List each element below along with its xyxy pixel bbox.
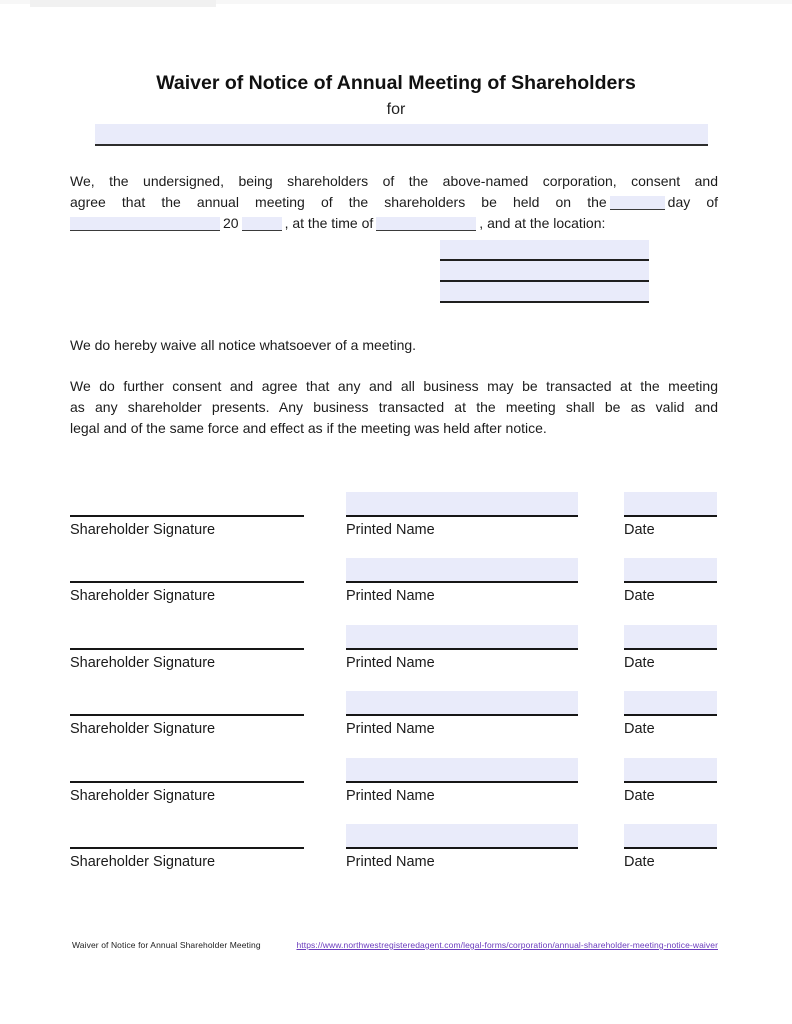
printed-name-field[interactable]: [346, 824, 578, 849]
signature-cell: [70, 492, 304, 538]
signature-label: Shareholder Signature: [70, 787, 216, 804]
printed-name-field[interactable]: [346, 558, 578, 583]
location-field-1[interactable]: [440, 240, 649, 261]
date-field[interactable]: [624, 492, 717, 517]
location-field-2[interactable]: [440, 261, 649, 282]
location-field-3[interactable]: [440, 282, 649, 303]
signature-label: Shareholder Signature: [70, 853, 216, 870]
footer-document-name: Waiver of Notice for Annual Shareholder Meeting: [72, 940, 261, 950]
consent-text: We, the undersigned, being shareholders of the above-named corporation, consent and: [70, 173, 718, 189]
signature-line: [70, 625, 304, 650]
waiver-statement: We do hereby waive all notice whatsoever of a meeting.: [70, 337, 417, 353]
day-field[interactable]: [610, 196, 665, 210]
signature-label: Shareholder Signature: [70, 522, 216, 538]
further-consent-line-1: We do further consent and agree that any and all business may be transacted at the meeting: [70, 378, 718, 394]
consent-text: , and at the location:: [479, 215, 606, 231]
further-consent-line-3: legal and of the same force and effect as if the meeting was held after notice.: [70, 420, 547, 436]
printed-name-label: Printed Name: [346, 522, 435, 538]
signature-row: [70, 758, 718, 803]
document-subtitle: for: [386, 101, 406, 118]
printed-name-field[interactable]: [346, 691, 578, 716]
signature-label: Shareholder Signature: [70, 588, 216, 605]
printed-name-field[interactable]: [346, 625, 578, 650]
date-cell: [624, 758, 717, 804]
signature-line: [70, 691, 304, 716]
consent-paragraph-line-3: [70, 213, 718, 234]
window-edge-artifact: [30, 0, 216, 7]
signature-row: [70, 691, 718, 736]
footer-source-link[interactable]: https://www.northwestregisteredagent.com/legal-forms/corporation/annual-shareholder-meeting-notice-waiver: [296, 940, 718, 950]
signature-row: [70, 558, 718, 603]
printed-name-field[interactable]: [346, 758, 578, 783]
printed-name-label: Printed Name: [346, 588, 435, 605]
date-label: Date: [624, 654, 655, 671]
consent-text: , at the time of: [284, 215, 374, 231]
signature-label: Shareholder Signature: [70, 721, 216, 738]
signature-line: [70, 558, 304, 583]
date-field[interactable]: [624, 558, 717, 583]
date-label: Date: [624, 721, 655, 738]
printed-name-cell: [346, 625, 578, 671]
location-fields: [440, 240, 649, 303]
printed-name-label: Printed Name: [346, 787, 435, 804]
consent-text: 20: [223, 215, 239, 231]
document-title: Waiver of Notice of Annual Meeting of Shareholders: [156, 72, 636, 94]
consent-paragraph-line-2: [70, 192, 718, 213]
signature-cell: [70, 558, 304, 604]
date-cell: [624, 492, 717, 538]
printed-name-field[interactable]: [346, 492, 578, 517]
signature-line: [70, 492, 304, 517]
year-field[interactable]: [242, 217, 282, 231]
date-label: Date: [624, 853, 655, 870]
consent-text: day of: [667, 194, 718, 210]
month-field[interactable]: [70, 217, 220, 231]
signature-table: [70, 492, 718, 890]
further-consent-paragraph: [70, 376, 718, 439]
date-cell: [624, 691, 717, 737]
printed-name-cell: [346, 824, 578, 870]
printed-name-label: Printed Name: [346, 721, 435, 738]
time-field[interactable]: [376, 217, 476, 231]
date-field[interactable]: [624, 824, 717, 849]
signature-label: Shareholder Signature: [70, 654, 216, 671]
company-name-field[interactable]: [95, 124, 708, 146]
signature-line: [70, 824, 304, 849]
printed-name-cell: [346, 758, 578, 804]
printed-name-label: Printed Name: [346, 853, 435, 870]
signature-row: [70, 492, 718, 537]
printed-name-cell: [346, 492, 578, 538]
consent-paragraph-line-1: [70, 171, 718, 192]
date-cell: [624, 625, 717, 671]
printed-name-cell: [346, 558, 578, 604]
printed-name-label: Printed Name: [346, 654, 435, 671]
signature-cell: [70, 758, 304, 804]
date-field[interactable]: [624, 691, 717, 716]
signature-row: [70, 824, 718, 869]
date-field[interactable]: [624, 758, 717, 783]
date-label: Date: [624, 787, 655, 804]
date-cell: [624, 558, 717, 604]
signature-cell: [70, 824, 304, 870]
signature-cell: [70, 691, 304, 737]
consent-text: agree that the annual meeting of the shareholders be held on the: [70, 194, 607, 210]
signature-line: [70, 758, 304, 783]
consent-paragraph: [70, 171, 718, 234]
further-consent-line-2: as any shareholder presents. Any business transacted at the meeting shall be as valid and: [70, 399, 718, 415]
signature-row: [70, 625, 718, 670]
date-label: Date: [624, 522, 655, 538]
date-field[interactable]: [624, 625, 717, 650]
date-cell: [624, 824, 717, 870]
signature-cell: [70, 625, 304, 671]
date-label: Date: [624, 588, 655, 605]
printed-name-cell: [346, 691, 578, 737]
